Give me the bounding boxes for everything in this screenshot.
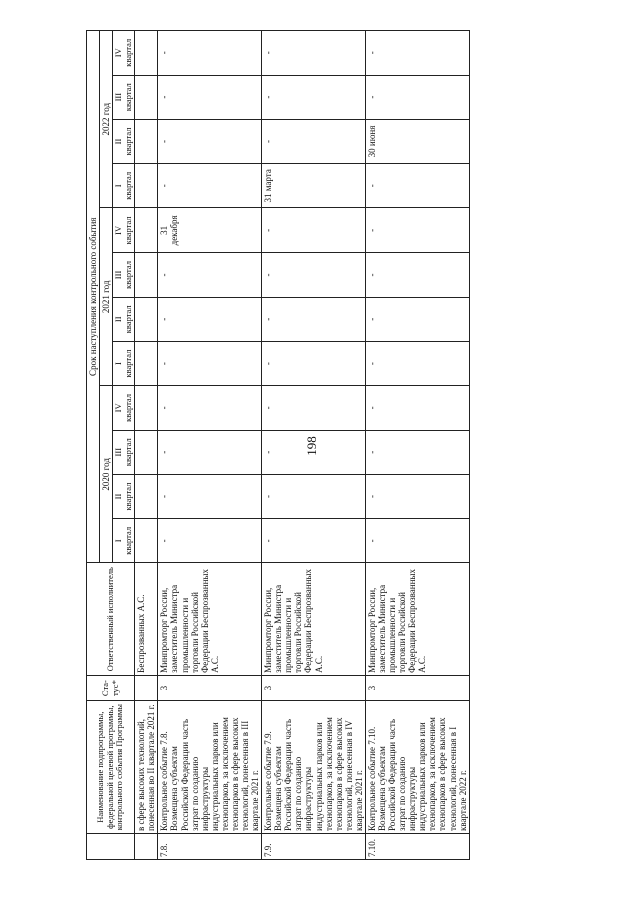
row-number: 7.8. (158, 833, 262, 859)
header-year-2022: 2022 год (100, 31, 113, 208)
quarter-cell: - (262, 31, 366, 76)
header-quarter: IV квартал (113, 31, 135, 76)
row-number: 7.9. (262, 833, 366, 859)
responsible-executor: Минпромторг России, заместитель Министра промышленности и торговли Российской Федерации Беспрозванных А.С. (262, 563, 366, 675)
table-row (158, 31, 262, 860)
quarter-cell (135, 208, 158, 253)
event-name: Контрольное событие 7.8. Возмещена субъектам Российской Федерации часть затрат по созданию инфраструктуры индустриальных парков или технопарков, за исключением технопарков в сфере высоких технологий, понесенная в III квартале 2021 г. (158, 701, 262, 834)
quarter-cell (135, 474, 158, 518)
page-number: 198 (303, 436, 319, 456)
quarter-cell: - (158, 474, 262, 518)
quarter-cell: - (365, 474, 469, 518)
quarter-cell (135, 430, 158, 474)
quarter-cell (135, 75, 158, 119)
event-status: 3 (262, 675, 366, 701)
quarter-cell (135, 119, 158, 163)
header-quarter: I квартал (113, 164, 135, 208)
header-quarter: II квартал (113, 297, 135, 341)
quarter-cell (135, 164, 158, 208)
quarter-cell: 30 июня (365, 119, 469, 163)
quarter-cell: - (365, 253, 469, 297)
quarter-cell: - (365, 430, 469, 474)
event-status (135, 675, 158, 701)
header-responsible: Ответственный исполнитель (87, 563, 135, 675)
quarter-cell: - (262, 119, 366, 163)
header-quarter: I квартал (113, 519, 135, 563)
header-quarter: IV квартал (113, 386, 135, 430)
header-quarter: IV квартал (113, 208, 135, 253)
responsible-executor: Минпромторг России, заместитель Министра промышленности и торговли Российской Федерации Беспрозванных А.С. (158, 563, 262, 675)
quarter-cell (135, 31, 158, 76)
table-row (365, 31, 469, 860)
quarter-cell: - (158, 75, 262, 119)
quarter-cell: - (365, 208, 469, 253)
header-term: Срок наступления контрольного события (87, 31, 100, 563)
quarter-cell: - (262, 341, 366, 385)
quarter-cell: - (365, 164, 469, 208)
quarter-cell: - (365, 341, 469, 385)
header-quarter: II квартал (113, 119, 135, 163)
quarter-cell: - (158, 430, 262, 474)
quarter-cell: - (158, 297, 262, 341)
quarter-cell: - (158, 31, 262, 76)
quarter-cell: - (158, 519, 262, 563)
quarter-cell: - (262, 474, 366, 518)
quarter-cell: - (365, 75, 469, 119)
quarter-cell: - (158, 386, 262, 430)
quarter-cell: - (262, 297, 366, 341)
quarter-cell (135, 519, 158, 563)
header-name: Наименование подпрограммы, федеральной целевой программы, контрольного события Программы (87, 701, 135, 834)
quarter-cell: - (365, 386, 469, 430)
header-year-2020: 2020 год (100, 386, 113, 563)
event-status: 3 (365, 675, 469, 701)
event-name: в сфере высоких технологий, понесенная во II квартале 2021 г. (135, 701, 158, 834)
header-status: Ста- тус* (87, 675, 135, 701)
table-row (262, 31, 366, 860)
quarter-cell: - (158, 253, 262, 297)
quarter-cell: - (365, 297, 469, 341)
table-body (135, 31, 470, 860)
quarter-cell: - (365, 519, 469, 563)
control-events-table (86, 30, 470, 860)
quarter-cell (135, 253, 158, 297)
event-name: Контрольное событие 7.9. Возмещена субъектам Российской Федерации часть затрат по созданию инфраструктуры индустриальных парков или технопарков, за исключением технопарков в сфере высоких технологий, понесенная в IV квартале 2021 г. (262, 701, 366, 834)
quarter-cell (135, 386, 158, 430)
quarter-cell: - (262, 386, 366, 430)
table-row (135, 31, 158, 860)
header-quarter: III квартал (113, 75, 135, 119)
header-quarter: I квартал (113, 341, 135, 385)
event-name: Контрольное событие 7.10. Возмещена субъектам Российской Федерации часть затрат по созданию инфраструктуры индустриальных парков или технопарков, за исключением технопарков в сфере высоких технологий, понесенная в I квартале 2022 г. (365, 701, 469, 834)
header-year-2021: 2021 год (100, 208, 113, 386)
quarter-cell: - (262, 208, 366, 253)
header-num (87, 833, 135, 859)
quarter-cell: - (158, 341, 262, 385)
quarter-cell (135, 341, 158, 385)
row-number: 7.10. (365, 833, 469, 859)
quarter-cell: - (262, 75, 366, 119)
quarter-cell: - (158, 119, 262, 163)
rotated-table-container (86, 30, 606, 860)
quarter-cell: - (365, 31, 469, 76)
quarter-cell: - (262, 430, 366, 474)
header-quarter: III квартал (113, 253, 135, 297)
event-status: 3 (158, 675, 262, 701)
quarter-cell: - (262, 519, 366, 563)
header-quarter: II квартал (113, 474, 135, 518)
quarter-cell (135, 297, 158, 341)
quarter-cell: 31 декабря (158, 208, 262, 253)
quarter-cell: 31 марта (262, 164, 366, 208)
row-number (135, 833, 158, 859)
quarter-cell: - (262, 253, 366, 297)
responsible-executor: Минпромторг России, заместитель Министра промышленности и торговли Российской Федерации Беспрозванных А.С. (365, 563, 469, 675)
header-quarter: III квартал (113, 430, 135, 474)
responsible-executor: Беспрозванных А.С. (135, 563, 158, 675)
quarter-cell: - (158, 164, 262, 208)
